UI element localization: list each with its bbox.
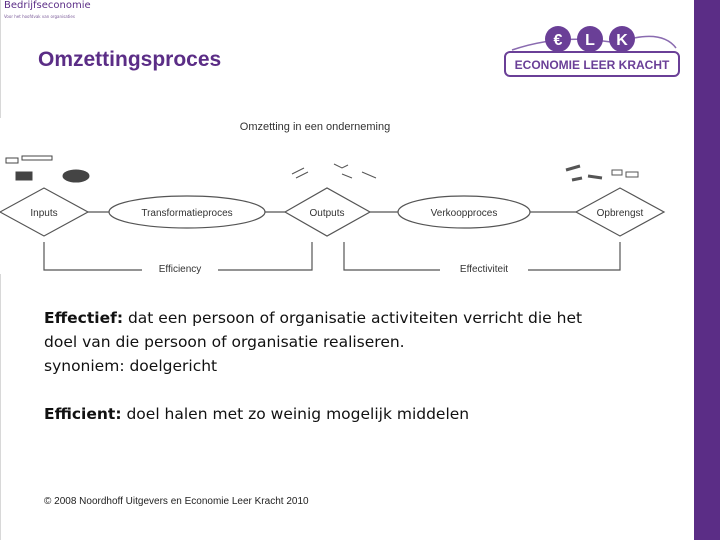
node-label-transformation: Transformatieproces: [141, 208, 233, 219]
slide-title: Omzettingsproces: [38, 48, 222, 71]
logo-text: ECONOMIE LEER KRACHT: [514, 58, 670, 72]
definition-effectief: [44, 306, 634, 330]
header-title: Bedrijfseconomie: [4, 0, 91, 11]
revenue-illustration: [566, 166, 638, 180]
definition-effectief-line2: doel van die persoon of organisatie realiseren.: [44, 333, 405, 351]
node-label-sales-process: Verkoopproces: [430, 208, 498, 219]
definition-efficient-text: doel halen met zo weinig mogelijk middelen: [121, 405, 470, 423]
definition-efficient: [44, 402, 634, 426]
definition-effectief-synonym: synoniem: doelgericht: [44, 357, 218, 375]
inputs-illustration: [6, 156, 89, 182]
term-effectief: Effectief:: [44, 309, 124, 327]
copyright-footer: © 2008 Noordhoff Uitgevers en Economie Leer Kracht 2010: [44, 496, 309, 507]
definition-effectief-text: dat een persoon of organisatie activiteiten verricht die het: [123, 309, 583, 327]
header-subtitle: Voor het hoofdvak van organisaties: [4, 14, 75, 19]
diagram-title: Omzetting in een onderneming: [239, 121, 391, 133]
term-efficient: Efficient:: [44, 405, 122, 423]
elk-logo: [504, 24, 680, 80]
node-label-outputs: Outputs: [309, 208, 345, 219]
node-label-revenue: Opbrengst: [596, 208, 644, 219]
logo-letter-k: K: [616, 32, 628, 49]
logo-letter-l: L: [585, 32, 595, 49]
node-label-inputs: Inputs: [30, 208, 58, 219]
logo-letter-euro: €: [553, 32, 563, 49]
right-accent-bar: [694, 0, 720, 540]
effectiveness-label: Effectiviteit: [459, 264, 509, 274]
conversion-diagram: [0, 118, 668, 274]
definitions-block: [44, 306, 634, 426]
efficiency-label: Efficiency: [158, 264, 202, 274]
outputs-illustration: [292, 164, 376, 178]
